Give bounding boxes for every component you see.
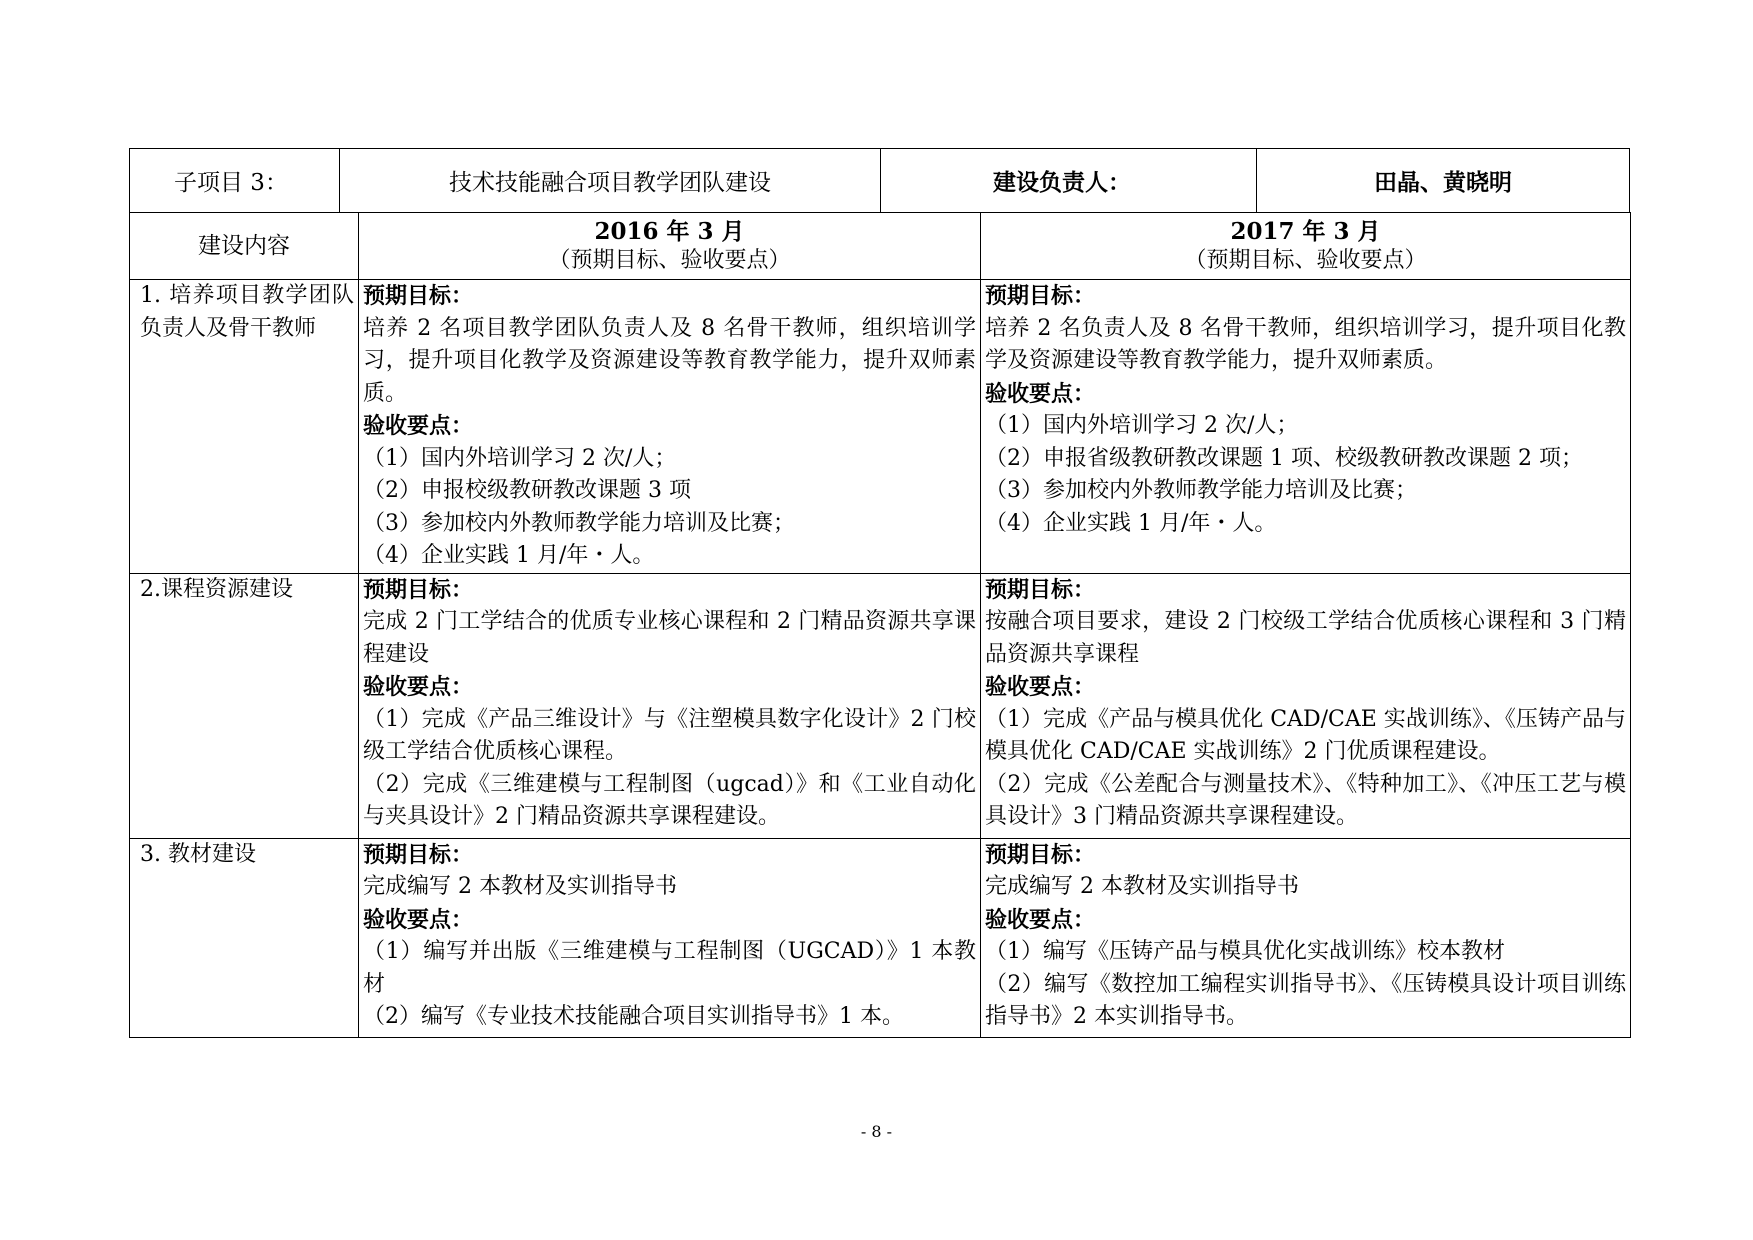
sub-project-header-row [129, 148, 1630, 212]
check-item: （4）企业实践 1 月/年・人。 [363, 543, 655, 568]
check-item: （3）参加校内外教师教学能力培训及比赛； [985, 478, 1417, 503]
table-row [130, 280, 1631, 574]
table-header-row [130, 213, 1631, 280]
check-item: （1）编写并出版《三维建模与工程制图（UGCAD）》1 本教材 [363, 939, 976, 997]
leader-label: 建设负责人： [881, 149, 1257, 212]
page-number: - 8 - [860, 1122, 893, 1141]
row-category: 2.课程资源建设 [130, 573, 359, 838]
goal-text: 完成编写 2 本教材及实训指导书 [363, 874, 677, 899]
construction-plan-table [129, 212, 1631, 1038]
check-item: （3）参加校内外教师教学能力培训及比赛； [363, 510, 795, 536]
check-label: 验收要点： [363, 906, 474, 933]
check-item: （2）完成《三维建模与工程制图（ugcad）》和《工业自动化与夹具设计》2 门精品资源共享课程建设。 [363, 771, 976, 829]
check-label: 验收要点： [985, 906, 1096, 933]
check-item: （1）完成《产品与模具优化 CAD/CAE 实战训练》、《压铸产品与模具优化 CAD/CAE 实战训练》2 门优质课程建设。 [985, 706, 1626, 764]
goal-label: 预期目标： [985, 841, 1096, 868]
goal-label: 预期目标： [363, 283, 474, 309]
check-item: （1）编写《压铸产品与模具优化实战训练》校本教材 [985, 939, 1505, 964]
check-item: （2）完成《公差配合与测量技术》、《特种加工》、《冲压工艺与模具设计》3 门精品资源共享课程建设。 [985, 771, 1626, 829]
leader-names: 田晶、黄晓明 [1374, 169, 1512, 196]
check-item: （4）企业实践 1 月/年・人。 [985, 510, 1277, 536]
table-row [130, 838, 1631, 1037]
check-label: 验收要点： [363, 674, 474, 700]
check-item: （1）完成《产品三维设计》与《注塑模具数字化设计》2 门校级工学结合优质核心课程。 [363, 706, 976, 764]
cell-2016 [359, 280, 981, 574]
goal-label: 预期目标： [363, 841, 474, 868]
check-item: （2）编写《专业技术技能融合项目实训指导书》1 本。 [363, 1004, 904, 1029]
column-2016-year: 2016 年 3 月 [594, 218, 745, 245]
check-item: （1）国内外培训学习 2 次/人； [363, 445, 677, 471]
cell-2017 [981, 838, 1631, 1037]
goal-text: 完成编写 2 本教材及实训指导书 [985, 874, 1299, 899]
goal-label: 预期目标： [985, 576, 1096, 603]
check-label: 验收要点： [363, 413, 474, 439]
column-header-content: 建设内容 [130, 213, 359, 280]
cell-2017 [981, 280, 1631, 574]
sub-project-name: 技术技能融合项目教学团队建设 [340, 149, 881, 212]
cell-2016 [359, 838, 981, 1037]
row-category: 1. 培养项目教学团队负责人及骨干教师 [130, 280, 359, 574]
check-item: （1）国内外培训学习 2 次/人； [985, 413, 1299, 438]
check-label: 验收要点： [985, 674, 1096, 700]
goal-text: 培养 2 名项目教学团队负责人及 8 名骨干教师，组织培训学习，提升项目化教学及资源建设等教育教学能力，提升双师素质。 [363, 315, 976, 406]
row-category: 3. 教材建设 [130, 838, 359, 1037]
goal-label: 预期目标： [363, 576, 474, 603]
check-label: 验收要点： [985, 380, 1096, 407]
cell-2016 [359, 573, 981, 838]
column-header-2017 [981, 213, 1631, 280]
goal-text: 培养 2 名负责人及 8 名骨干教师，组织培训学习，提升项目化教学及资源建设等教育教学能力，提升双师素质。 [985, 315, 1626, 373]
goal-text: 按融合项目要求，建设 2 门校级工学结合优质核心课程和 3 门精品资源共享课程 [985, 609, 1626, 667]
column-2017-year: 2017 年 3 月 [1230, 218, 1381, 245]
column-2017-subtitle: （预期目标、验收要点） [1184, 248, 1427, 273]
column-2016-subtitle: （预期目标、验收要点） [548, 248, 791, 273]
column-header-2016 [359, 213, 981, 280]
sub-project-label: 子项目 3： [130, 149, 340, 212]
check-item: （2）编写《数控加工编程实训指导书》、《压铸模具设计项目训练指导书》2 本实训指导书。 [985, 971, 1626, 1029]
check-item: （2）申报省级教研教改课题 1 项、校级教研教改课题 2 项； [985, 445, 1583, 471]
goal-text: 完成 2 门工学结合的优质专业核心课程和 2 门精品资源共享课程建设 [363, 609, 976, 667]
table-row [130, 573, 1631, 838]
cell-2017 [981, 573, 1631, 838]
goal-label: 预期目标： [985, 283, 1096, 309]
check-item: （2）申报校级教研教改课题 3 项 [363, 478, 691, 503]
